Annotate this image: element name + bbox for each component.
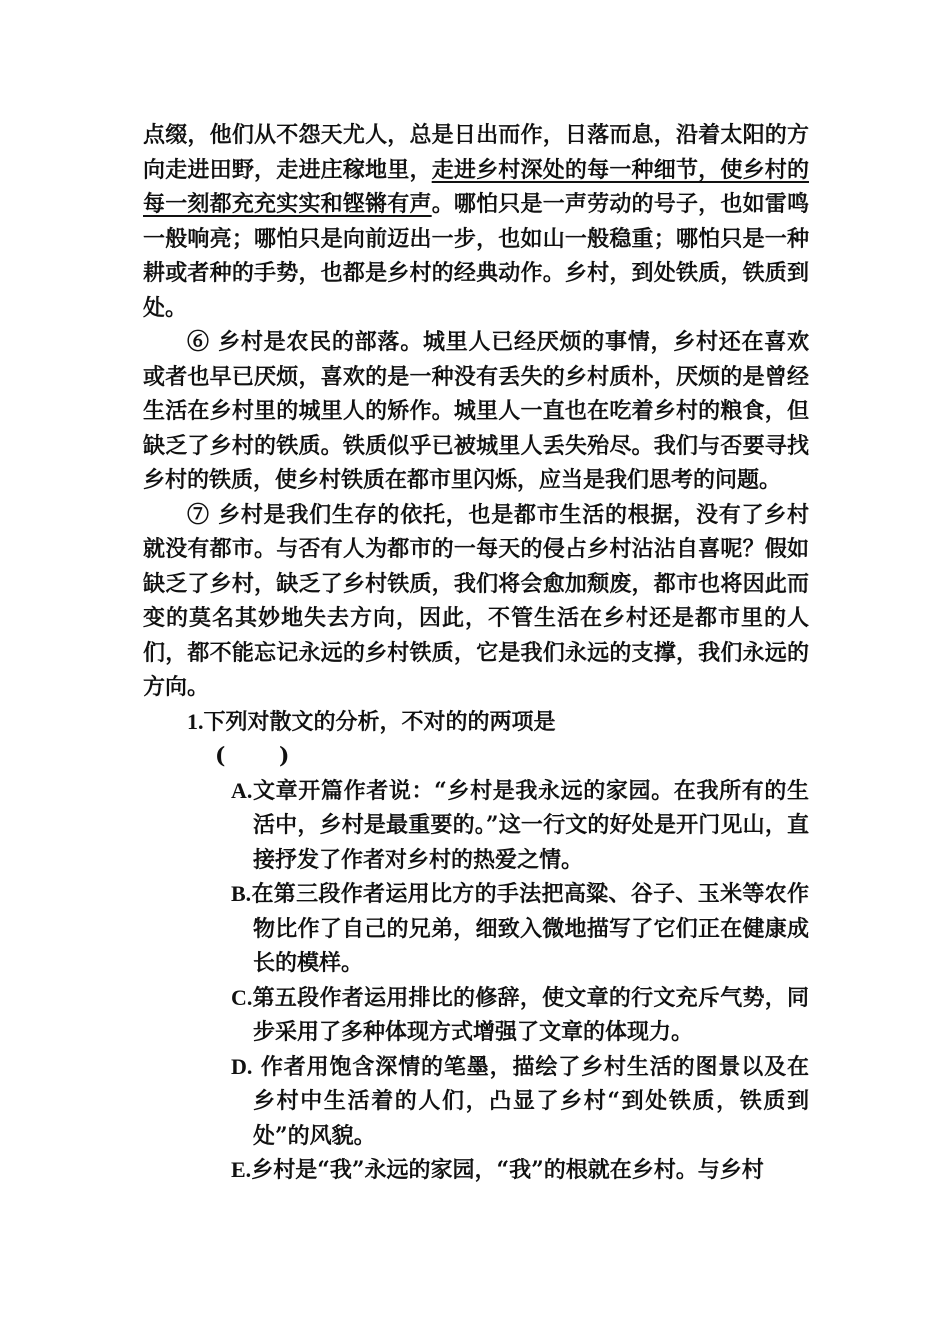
option-letter: E. [231, 1157, 252, 1182]
question-1 [143, 705, 809, 740]
option-letter: A. [231, 777, 253, 803]
option-text: 在第三段作者运用比方的手法把高粱、谷子、玉米等农作物比作了自己的兄弟，细致入微地描写了它们正在健康成长的模样。 [251, 881, 809, 976]
paragraph-7: ⑦ 乡村是我们生存的依托，也是都市生活的根据，没有了乡村就没有都市。与否有人为都市的一每天的侵占乡村沾沾自喜呢？假如缺乏了乡村，缺乏了乡村铁质，我们将会愈加颓废，都市也将因此而变的莫名其妙地失去方向，因此，不管生活在乡村还是都市里的人们，都不能忘记永远的乡村铁质，它是我们永远的支撑，我们永远的方向。 [143, 501, 809, 700]
question-number: 1. [187, 708, 204, 734]
option-text: 作者用饱含深情的笔墨，描绘了乡村生活的图景以及在乡村中生活着的人们，凸显了乡村“到处铁质，铁质到处”的风貌。 [252, 1053, 809, 1149]
option-letter: B. [231, 881, 252, 906]
option-e [143, 1153, 809, 1188]
option-d [143, 1050, 809, 1154]
underlined-sentence: 走进乡村深处的每一种细节，使乡村的每一刻都充充实实和铿锵有声 [143, 156, 809, 217]
option-b [143, 877, 809, 981]
option-a [143, 774, 809, 878]
paragraph-5-text-before: 点缀，他们从不怨天尤人，总是日出而作，日落而息，沿着太阳的方向走进田野，走进庄稼地里， [143, 122, 809, 183]
question-text: 下列对散文的分析，不对的的两项是 [203, 708, 556, 735]
option-text: 文章开篇作者说：“乡村是我永远的家园。在我所有的生活中，乡村是最重要的。”这一行文的好处是开门见山，直接抒发了作者对乡村的热爱之情。 [252, 777, 809, 873]
option-c [143, 981, 809, 1050]
option-text: 乡村是“我”永远的家园，“我”的根就在乡村。与乡村 [251, 1157, 764, 1183]
option-text: 第五段作者运用排比的修辞，使文章的行文充斥气势，同步采用了多种体现方式增强了文章的体现力。 [252, 984, 809, 1045]
option-letter: C. [231, 984, 253, 1010]
options-list [143, 774, 809, 1188]
paragraph-5-text-after: 。哪怕只是一声劳动的号子，也如雷鸣一般响亮；哪怕只是向前迈出一步，也如山一般稳重；哪怕只是一种耕或者种的手势，也都是乡村的经典动作。乡村，到处铁质，铁质到处。 [143, 191, 809, 321]
document-page [143, 118, 809, 1188]
answer-blank: ( ) [215, 743, 290, 769]
paragraph-6: ⑥ 乡村是农民的部落。城里人已经厌烦的事情，乡村还在喜欢或者也早已厌烦，喜欢的是一种没有丢失的乡村质朴，厌烦的是曾经生活在乡村里的城里人的矫作。城里人一直也在吃着乡村的粮食，但缺乏了乡村的铁质。铁质似乎已被城里人丢失殆尽。我们与否要寻找乡村的铁质，使乡村铁质在都市里闪烁，应当是我们思考的问题。 [143, 329, 809, 493]
paragraph-5-tail [143, 118, 809, 325]
option-letter: D. [231, 1053, 253, 1079]
